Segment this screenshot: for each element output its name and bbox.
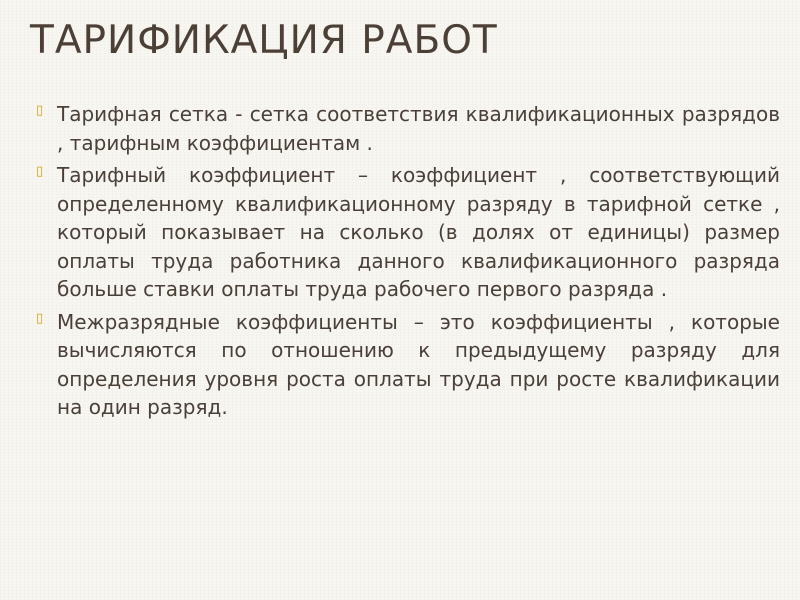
bullet-list [36, 100, 780, 426]
slide-title: ТАРИФИКАЦИЯ РАБОТ [30, 18, 498, 63]
bullet-item-tariff-coefficient [36, 161, 780, 304]
bullet-item-interdigit-coefficients [36, 308, 780, 422]
bullet-marker-icon: ▯ [36, 103, 44, 118]
bullet-text: Тарифная сетка - сетка соответствия квалификационных разрядов , тарифным коэффициентам . [57, 102, 780, 155]
bullet-item-tariff-grid [36, 100, 780, 157]
bullet-marker-icon: ▯ [36, 164, 44, 179]
bullet-text: Тарифный коэффициент – коэффициент , соответствующий определенному квалификационному разряду в тарифной сетке , который показывает на сколько (в долях от единицы) размер оплаты труда работника данного квалификационного разряда больше ставки оплаты труда рабочего первого разряда . [57, 163, 780, 301]
bullet-marker-icon: ▯ [36, 310, 44, 326]
bullet-text: Межразрядные коэффициенты – это коэффициенты , которые вычисляются по отношению к предыдущему разряду для определения уровня роста оплаты труда при росте квалификации на один разряд. [57, 309, 780, 419]
